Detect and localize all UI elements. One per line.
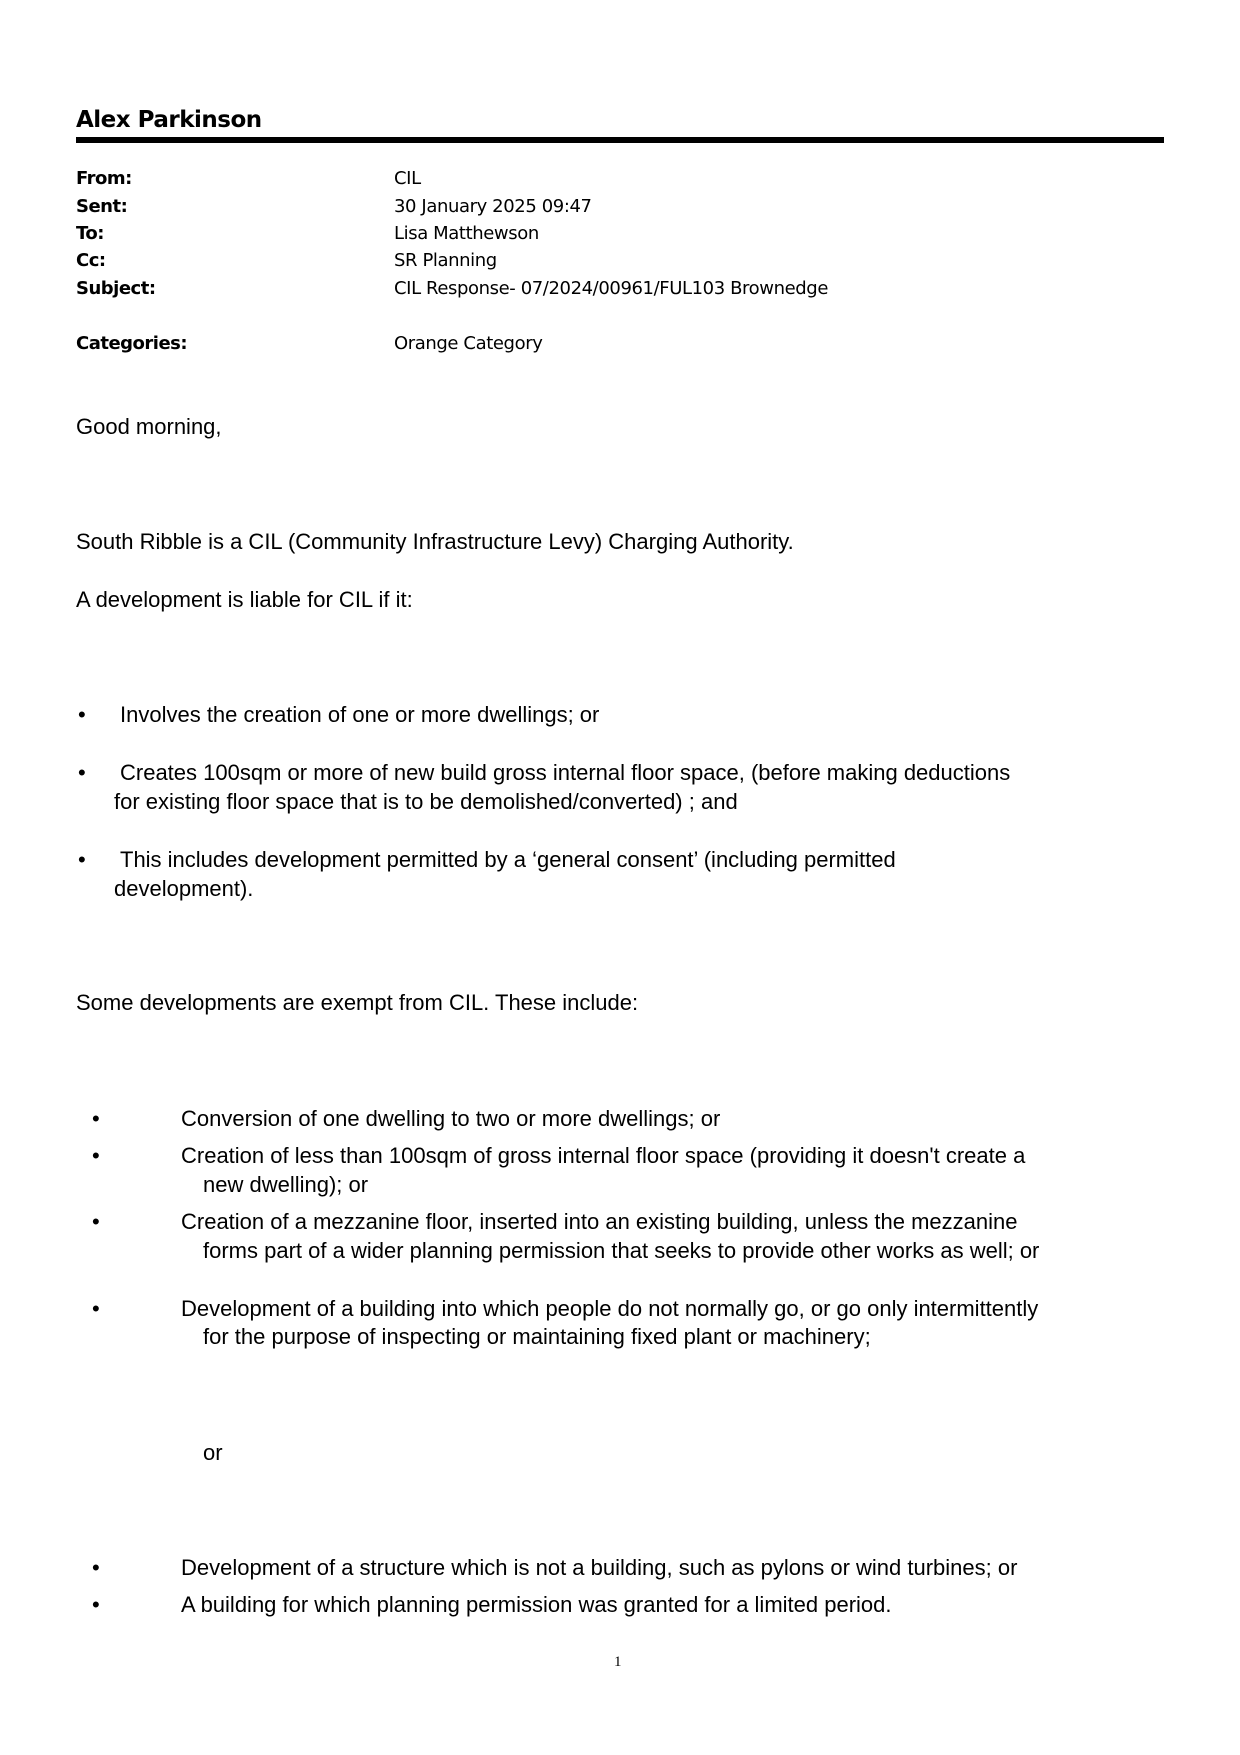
bullet: • xyxy=(92,1296,100,1321)
list-item: Creates 100sqm or more of new build gross internal floor space, (before making deductions xyxy=(120,760,1011,785)
categories-label: Categories: xyxy=(76,333,188,354)
list-item: Creation of less than 100sqm of gross internal floor space (providing it doesn't create a xyxy=(181,1143,1026,1168)
sent-value: 30 January 2025 09:47 xyxy=(394,196,592,217)
paragraph: A development is liable for CIL if it: xyxy=(76,587,413,612)
bullet: • xyxy=(78,847,86,872)
list-item: This includes development permitted by a ‘general consent’ (including permitted xyxy=(120,847,896,872)
bullet: • xyxy=(92,1106,100,1131)
to-value: Lisa Matthewson xyxy=(394,223,539,244)
list-item-cont: new dwelling); or xyxy=(203,1172,369,1197)
bullet: • xyxy=(78,702,86,727)
from-value: CIL xyxy=(394,168,421,189)
or-text: or xyxy=(203,1440,223,1465)
paragraph: Some developments are exempt from CIL. These include: xyxy=(76,990,639,1015)
bullet: • xyxy=(78,760,86,785)
list-item: Conversion of one dwelling to two or more dwellings; or xyxy=(181,1106,721,1131)
subject-label: Subject: xyxy=(76,278,156,299)
list-item: Involves the creation of one or more dwellings; or xyxy=(120,702,600,727)
bullet: • xyxy=(92,1592,100,1617)
page-number: 1 xyxy=(614,1654,622,1670)
list-item: Development of a structure which is not a building, such as pylons or wind turbines; or xyxy=(181,1555,1018,1580)
list-item-cont: development). xyxy=(114,876,254,901)
paragraph: South Ribble is a CIL (Community Infrastructure Levy) Charging Authority. xyxy=(76,529,794,554)
sender-name: Alex Parkinson xyxy=(76,107,262,133)
categories-value: Orange Category xyxy=(394,333,543,354)
cc-label: Cc: xyxy=(76,250,106,271)
bullet: • xyxy=(92,1209,100,1234)
header-rule xyxy=(76,137,1164,143)
bullet: • xyxy=(92,1143,100,1168)
list-item: Creation of a mezzanine floor, inserted into an existing building, unless the mezzanine xyxy=(181,1209,1018,1234)
list-item: A building for which planning permission was granted for a limited period. xyxy=(181,1592,892,1617)
cc-value: SR Planning xyxy=(394,250,497,271)
bullet: • xyxy=(92,1555,100,1580)
list-item-cont: for the purpose of inspecting or maintaining fixed plant or machinery; xyxy=(203,1324,871,1349)
to-label: To: xyxy=(76,223,104,244)
from-label: From: xyxy=(76,168,132,189)
greeting: Good morning, xyxy=(76,414,222,439)
list-item-cont: for existing floor space that is to be demolished/converted) ; and xyxy=(114,789,738,814)
list-item: Development of a building into which people do not normally go, or go only intermittently xyxy=(181,1296,1039,1321)
sent-label: Sent: xyxy=(76,196,128,217)
subject-value: CIL Response- 07/2024/00961/FUL103 Brownedge xyxy=(394,278,828,299)
list-item-cont: forms part of a wider planning permission that seeks to provide other works as well; or xyxy=(203,1238,1040,1263)
